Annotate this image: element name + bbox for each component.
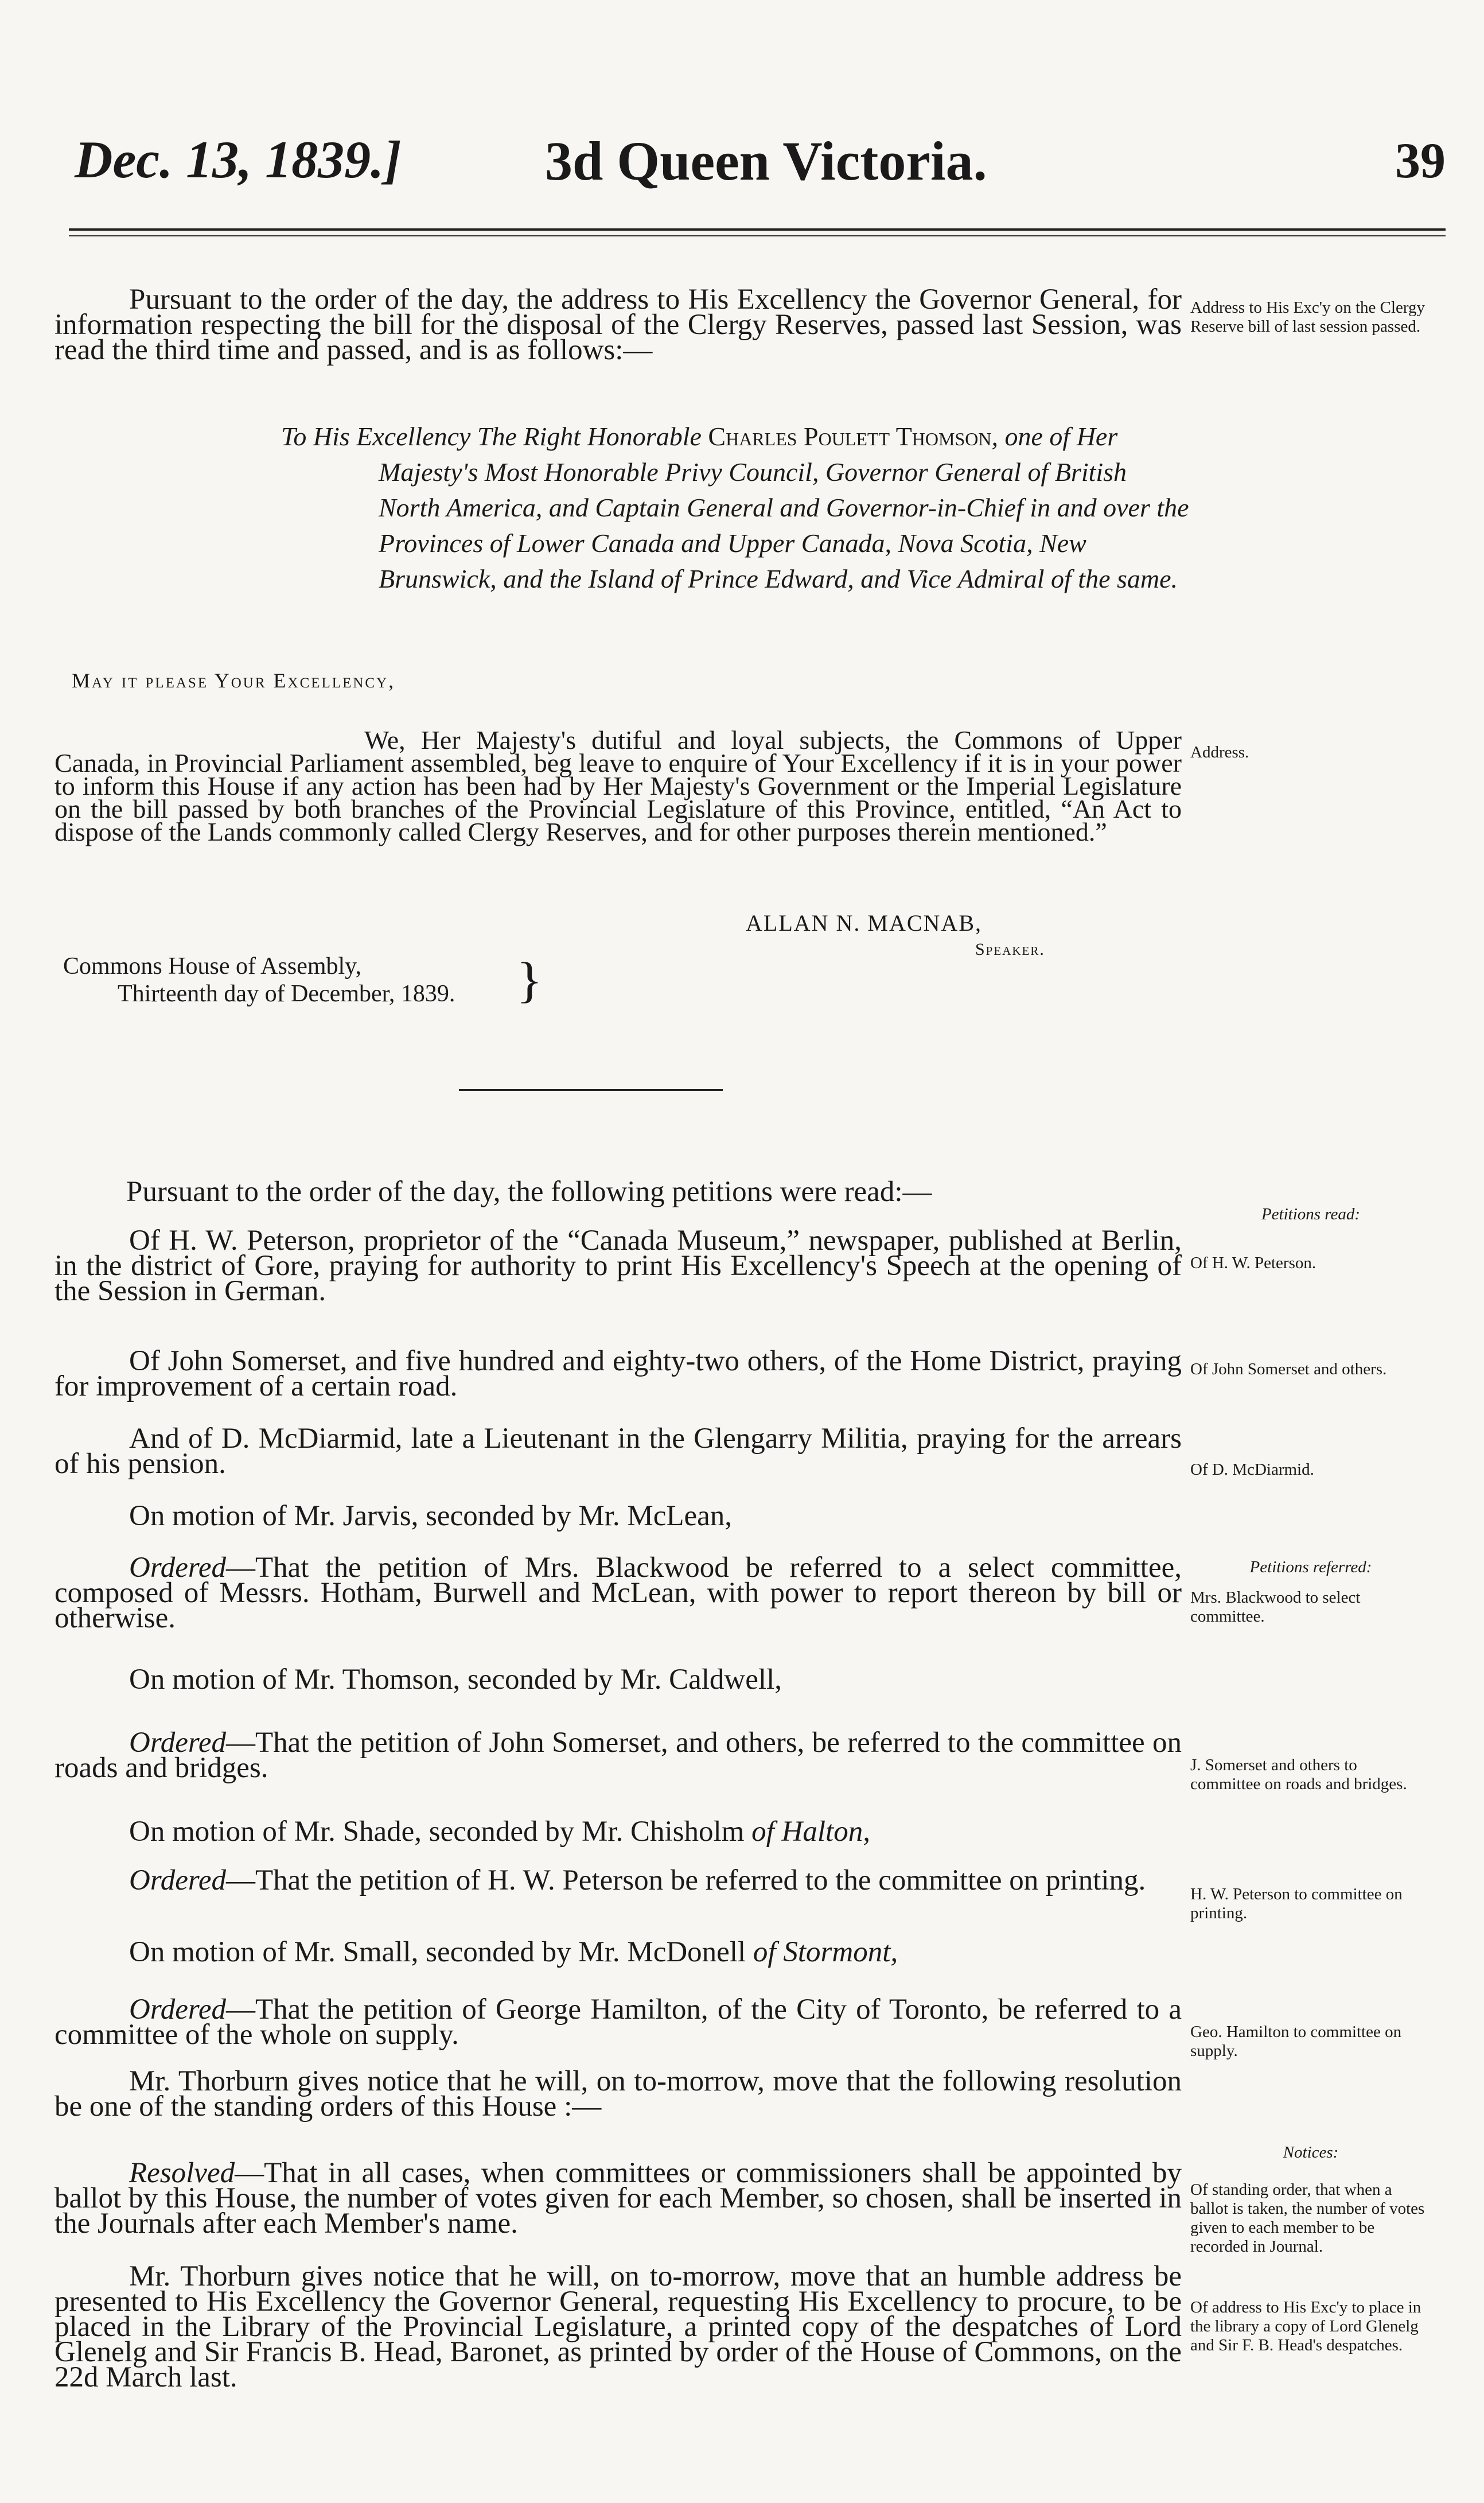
place-line-1: Commons House of Assembly, xyxy=(63,953,361,980)
motion-shade-text: On motion of Mr. Shade, seconded by Mr. Chisholm xyxy=(129,1816,745,1848)
margin-somerset: Of John Somerset and others. xyxy=(1190,1360,1387,1378)
ordered-blackwood-text: —That the petition of Mrs. Blackwood be referred to a select committee, composed of Messrs. Hotham, Burwell and McLean, with power to report thereon by bill or otherwise. xyxy=(54,1552,1182,1634)
notice-despatches: Mr. Thorburn gives notice that he will, on to-morrow, move that an humble address be presented to His Excellency the Governor General, requesting His Excellency to procure, to be placed in the Library of the Provincial Legislature, a printed copy of the despatches of Lord Glenelg and Sir Francis B. Head, Baronet, as printed by order of the House of Commons, on the 22d March last. xyxy=(54,2260,1182,2393)
ordered-label: Ordered xyxy=(129,1864,227,1896)
resolved-label: Resolved xyxy=(129,2157,235,2189)
margin-ballot: Of standing order, that when a ballot is taken, the number of votes given to each member to be recorded in Journal. xyxy=(1190,2181,1425,2256)
motion-shade xyxy=(54,1816,1182,1848)
margin-petitions-referred: Petitions referred: xyxy=(1249,1558,1372,1576)
ordered-peterson-text: —That the petition of H. W. Peterson be referred to the committee on printing. xyxy=(226,1864,1146,1896)
motion-shade-place: of Halton, xyxy=(751,1816,870,1848)
ordered-label: Ordered xyxy=(129,1552,227,1584)
signature-place xyxy=(63,953,455,1008)
margin-mcdiarmid: Of D. McDiarmid. xyxy=(1190,1460,1314,1479)
page-header xyxy=(69,123,1446,198)
margin-peterson-printing: H. W. Peterson to committee on printing. xyxy=(1190,1885,1403,1922)
motion-small-text: On motion of Mr. Small, seconded by Mr. McDonell xyxy=(129,1936,746,1968)
ordered-label: Ordered xyxy=(129,1727,227,1759)
petitions-intro: Pursuant to the order of the day, the following petitions were read:— xyxy=(126,1176,932,1208)
motion-small xyxy=(54,1936,1182,1968)
address-name: Charles Poulett Thomson xyxy=(708,422,992,451)
resolved-ballot xyxy=(54,2157,1182,2240)
ordered-blackwood xyxy=(54,1552,1182,1634)
address-titles: , one of Her Majesty's Most Honorable Privy Council, Governor General of British North America, and Captain General and Governor-in-Chief in and over the Provinces of Lower Canada and Upper Canada, Nova Scotia, New Brunswick, and the Island of Prince Edward, and Vice Admiral of the same. xyxy=(379,422,1189,593)
ordered-somerset-text: —That the petition of John Somerset, and others, be referred to the committee on roads and bridges. xyxy=(54,1727,1182,1784)
motion-jarvis: On motion of Mr. Jarvis, seconded by Mr. McLean, xyxy=(129,1500,733,1532)
margin-note-address-passed: Address to His Exc'y on the Clergy Reserve bill of last session passed. xyxy=(1190,298,1425,336)
signer-name: ALLAN N. MACNAB, xyxy=(746,910,982,936)
petition-peterson-text: Of H. W. Peterson, proprietor of the “Canada Museum,” newspaper, published at Berlin, in the district of Gore, praying for authority to print His Excellency's Speech at the opening of the Session in German. xyxy=(54,1225,1182,1307)
margin-note-address: Address. xyxy=(1190,743,1249,761)
ordered-hamilton xyxy=(54,1993,1182,2051)
margin-peterson: Of H. W. Peterson. xyxy=(1190,1254,1316,1272)
notice-standing-order: Mr. Thorburn gives notice that he will, on to-morrow, move that the following resolution be one of the standing orders of this House :— xyxy=(54,2065,1182,2123)
margin-petitions-read: Petitions read: xyxy=(1261,1205,1361,1223)
ordered-peterson xyxy=(54,1864,1182,1896)
ordered-hamilton-text: —That the petition of George Hamilton, of the City of Toronto, be referred to a committee of the whole on supply. xyxy=(54,1993,1182,2051)
signer-title: Speaker. xyxy=(975,940,1045,959)
address-heading xyxy=(281,419,1193,597)
address-body: We, Her Majesty's dutiful and loyal subjects, the Commons of Upper Canada, in Provincial Parliament assembled, beg leave to enquire of Your Excellency if it is in your power to inform this House if any action has been had by Her Majesty's Government or the Imperial Legislature on the bill passed by both branches of the Provincial Legislature of this Province, entitled, “An Act to dispose of the Lands commonly called Clergy Reserves, and for other purposes therein mentioned.” xyxy=(54,725,1182,846)
header-rule-bottom xyxy=(69,235,1446,236)
ordered-somerset xyxy=(54,1727,1182,1784)
resolved-text: —That in all cases, when committees or commissioners shall be appointed by ballot by this House, the number of votes given for each Member, so chosen, shall be inserted in the Journals after each Member's name. xyxy=(54,2157,1182,2240)
address-prefix: To His Excellency The Right Honorable xyxy=(281,422,702,451)
place-line-2: Thirteenth day of December, 1839. xyxy=(118,981,455,1007)
motion-small-place: of Stormont, xyxy=(753,1936,898,1968)
petition-mcdiarmid: And of D. McDiarmid, late a Lieutenant in the Glengarry Militia, praying for the arrears of his pension. xyxy=(54,1422,1182,1480)
margin-hamilton: Geo. Hamilton to committee on supply. xyxy=(1190,2023,1402,2060)
petition-peterson xyxy=(54,1225,1182,1307)
header-title: 3d Queen Victoria. xyxy=(545,130,987,192)
header-rule-top xyxy=(69,228,1446,231)
salutation: May it please Your Excellency, xyxy=(72,669,396,692)
margin-blackwood: Mrs. Blackwood to select committee. xyxy=(1190,1588,1361,1626)
margin-notices: Notices: xyxy=(1283,2143,1339,2162)
motion-thomson: On motion of Mr. Thomson, seconded by Mr. Caldwell, xyxy=(129,1664,782,1696)
margin-somerset-roads: J. Somerset and others to committee on roads and bridges. xyxy=(1190,1756,1407,1793)
section-separator xyxy=(459,1089,723,1091)
ordered-label: Ordered xyxy=(129,1993,227,2026)
brace-glyph: } xyxy=(516,952,543,1008)
header-date: Dec. 13, 1839.] xyxy=(75,130,402,189)
margin-despatches: Of address to His Exc'y to place in the library a copy of Lord Glenelg and Sir F. B. Head's despatches. xyxy=(1190,2298,1421,2354)
petition-somerset: Of John Somerset, and five hundred and eighty-two others, of the Home District, praying for improvement of a certain road. xyxy=(54,1345,1182,1402)
paragraph-address-passed: Pursuant to the order of the day, the address to His Excellency the Governor General, for information respecting the bill for the disposal of the Clergy Reserves, passed last Session, was read the third time and passed, and is as follows:— xyxy=(54,283,1182,366)
page-number: 39 xyxy=(1395,133,1446,189)
